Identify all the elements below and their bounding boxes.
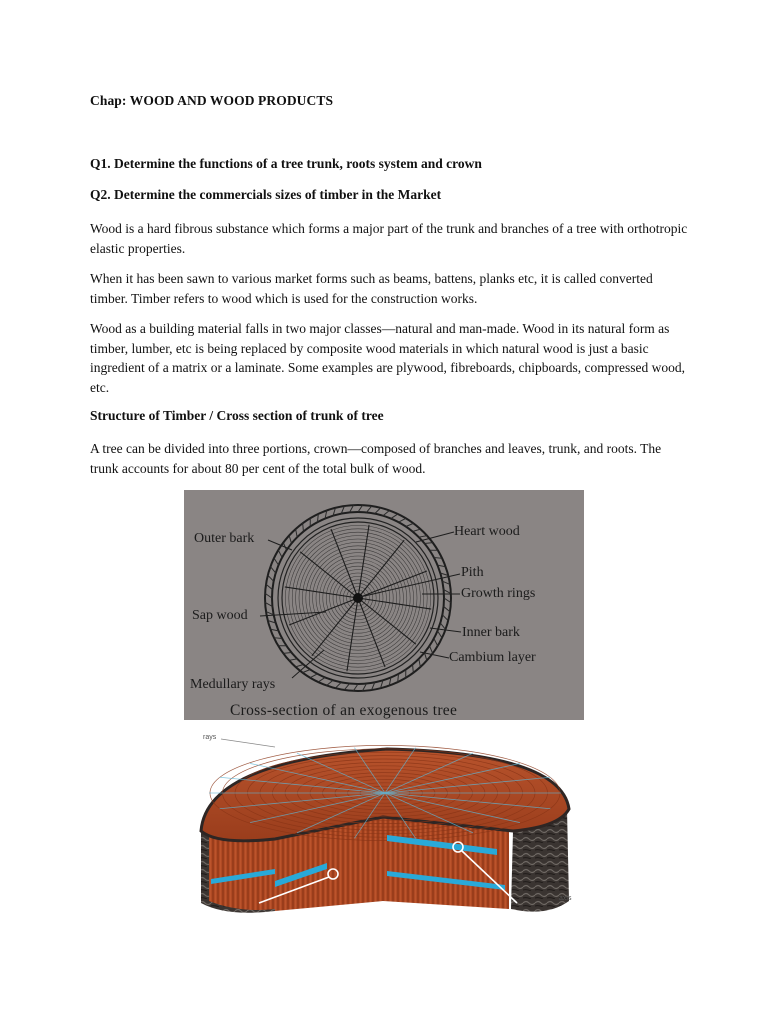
label-medullary-rays: Medullary rays [190,677,276,692]
cross-section-diagram [184,490,584,720]
label-heart-wood: Heart wood [454,524,520,539]
label-sap-wood: Sap wood [192,608,248,623]
paragraph-material-classes: Wood as a building material falls in two major classes—natural and man-made. Wood in its natural form as timber, lumber, etc is being replaced by composite wood materials in which natural wood is just a basic ingredient of a matrix or a laminate. Some examples are plywood, fibreboards, chipboards, compressed wood, etc. [90,321,685,395]
pith-dot [353,593,363,603]
question-1: Q1. Determine the functions of a tree trunk, roots system and crown [90,156,482,171]
left-face [209,831,275,910]
figure-caption: Cross-section of an exogenous tree [230,702,458,719]
chapter-title: Chap: WOOD AND WOOD PRODUCTS [90,93,334,108]
section-heading: Structure of Timber / Cross section of trunk of tree [90,408,384,423]
leader-cambium-layer [420,652,449,658]
label-outer-bark: Outer bark [194,531,255,546]
paragraph-converted-timber: When it has been sawn to various market forms such as beams, battens, planks etc, it is called converted timber. Timber refers to wood which is used for the construction works. [90,271,653,306]
question-2: Q2. Determine the commercials sizes of timber in the Market [90,187,442,202]
wood-section-illustration [187,731,581,923]
label-inner-bark: Inner bark [462,625,520,640]
label-growth-rings: Growth rings [461,586,536,601]
tag-axis: axis [559,895,572,902]
paragraph-tree-portions: A tree can be divided into three portions, crown—composed of branches and leaves, trunk, and roots. The trunk accounts for about 80 per cent of the total bulk of wood. [90,441,662,476]
rays-leader [221,739,275,747]
label-pith: Pith [461,565,484,580]
wood-section-drawing [187,731,581,923]
label-cambium-layer: Cambium layer [449,650,536,665]
tag-rays: rays [203,734,217,741]
paragraph-wood-definition: Wood is a hard fibrous substance which forms a major part of the trunk and branches of a tree with orthotropic elastic properties. [90,221,688,256]
